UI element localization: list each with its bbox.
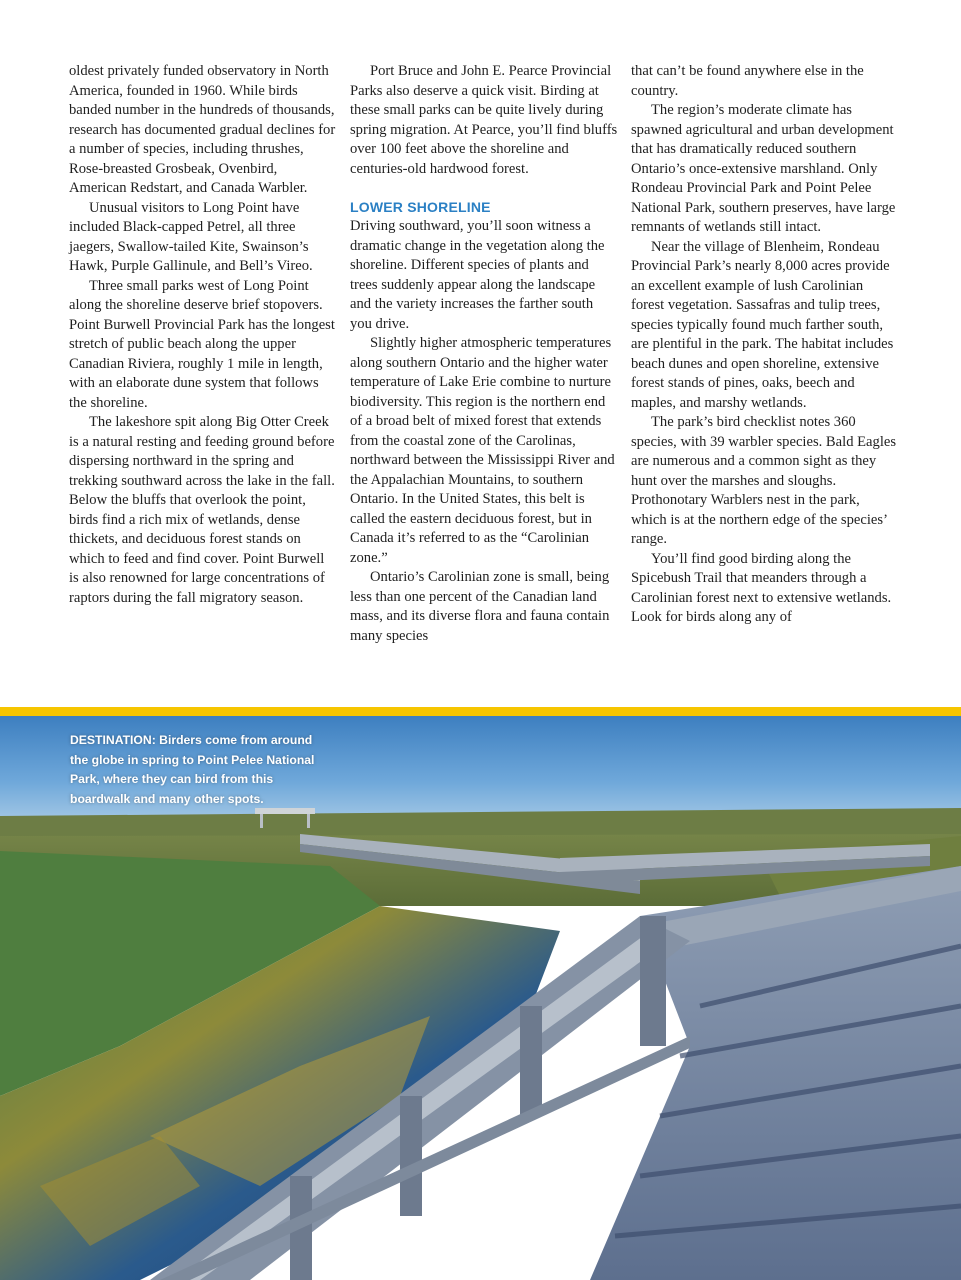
paragraph: Slightly higher atmospheric temperatures along southern Ontario and the higher water temperature of Lake Erie combine to nurture biodiversity. This region is the northern end of a broad belt of mixed forest that extends from the coastal zone of the Carolinas, northward between the Mississippi River and the Appalachian Mountains, to southern Ontario. In the United States, this belt is called the eastern deciduous forest, but in Canada it’s referred to as the “Carolinian zone.” [350, 335, 615, 566]
paragraph: Ontario’s Carolinian zone is small, being less than one percent of the Canadian land mass, and its diverse flora and fauna contain many species [350, 569, 610, 644]
section-heading: LOWER SHORELINE [350, 199, 491, 215]
paragraph: that can’t be found anywhere else in the country. [631, 63, 864, 99]
paragraph: You’ll find good birding along the Spicebush Trail that meanders through a Carolinian forest next to extensive wetlands. Look for birds along any of [631, 550, 892, 625]
paragraph: Three small parks west of Long Point along the shoreline deserve brief stopovers. Point Burwell Provincial Park has the longest stretch of public beach along the upper Canadian Riviera, roughly 1 mile in length, with an elaborate dune system that follows the shoreline. [69, 277, 335, 411]
paragraph: Unusual visitors to Long Point have included Black-capped Petrel, all three jaegers, Swallow-tailed Kite, Swainson’s Hawk, Purple Gallinule, and Bell’s Vireo. [69, 199, 313, 274]
paragraph: Near the village of Blenheim, Rondeau Provincial Park’s nearly 8,000 acres provide an excellent example of lush Carolinian forest vegetation. Sassafras and tulip trees, species typically found much farther south, are plentiful in the park. The habitat includes beach dunes and open shoreline, extensive forest stands of pines, oaks, beech and maples, and marshy wetlands. [631, 238, 894, 411]
accent-rule [0, 707, 961, 716]
text-column-3 [631, 62, 899, 628]
paragraph: The park’s bird checklist notes 360 species, with 39 warbler species. Bald Eagles are numerous and a common sight as they hunt over the marshes and sloughs. Prothonotary Warblers nest in the park, which is at the northern edge of the species’ range. [631, 414, 897, 547]
caption-lead: DESTINATION: [70, 733, 156, 747]
text-column-2 [350, 62, 618, 646]
paragraph: Driving southward, you’ll soon witness a dramatic change in the vegetation along the shoreline. Different species of plants and trees suddenly appear along the landscape and the variety increases the farther south you drive. [350, 218, 605, 332]
caption-text: Birders come from around the globe in spring to Point Pelee National Park, where they can bird from this boardwalk and many other spots. [70, 733, 315, 806]
paragraph: Port Bruce and John E. Pearce Provincial Parks also deserve a quick visit. Birding at these small parks can be quite lively during spring migration. At Pearce, you’ll find bluffs over 100 feet above the shoreline and centuries-old hardwood forest. [350, 63, 618, 177]
text-column-1 [69, 62, 337, 608]
paragraph: The lakeshore spit along Big Otter Creek is a natural resting and feeding ground before dispersing northward in the spring and trekking southward across the lake in the fall. Below the bluffs that overlook the point, birds find a rich mix of wetlands, dense thickets, and deciduous forest stands on which to feed and find cover. Point Burwell is also renowned for large concentrations of raptors during the fall migratory season. [69, 414, 335, 606]
paragraph: The region’s moderate climate has spawned agricultural and urban development that has dramatically reduced southern Ontario’s once-extensive marshland. Only Rondeau Provincial Park and Point Pelee National Park, southern preserves, have large remnants of wetlands still intact. [631, 102, 896, 235]
paragraph: oldest privately funded observatory in North America, founded in 1960. While birds banded number in the hundreds of thousands, research has documented gradual declines for a number of species, including thrushes, Rose-breasted Grosbeak, Ovenbird, American Redstart, and Canada Warbler. [69, 63, 336, 196]
photo-caption [70, 731, 320, 809]
